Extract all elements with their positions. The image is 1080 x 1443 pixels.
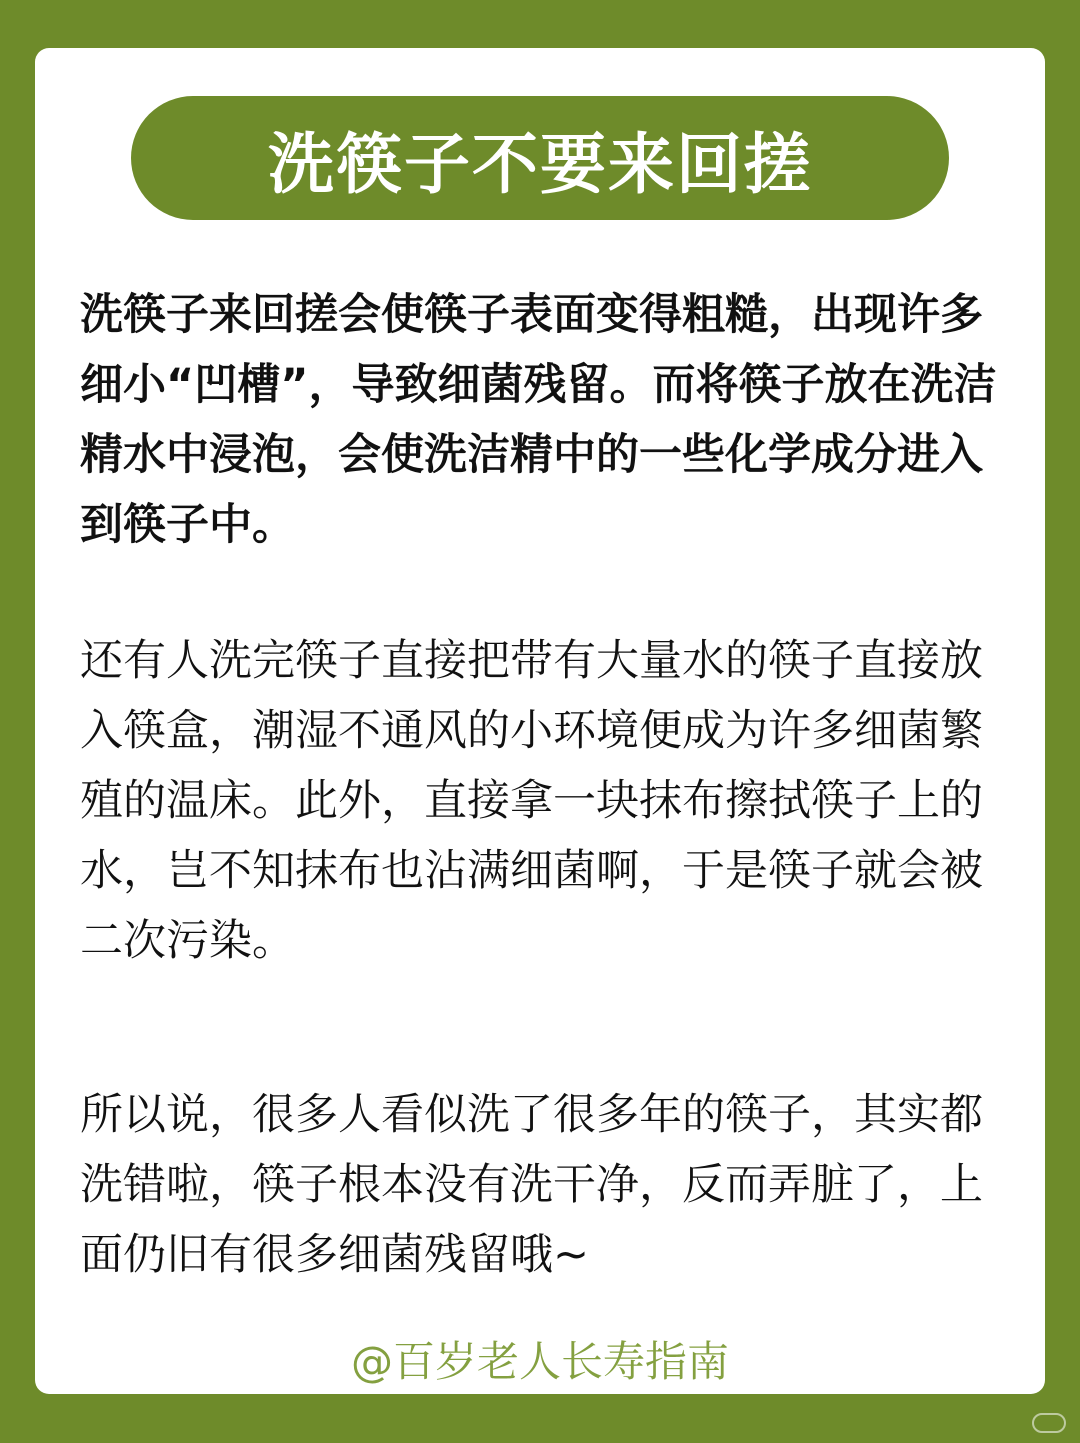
paragraph-intro: 洗筷子来回搓会使筷子表面变得粗糙，出现许多细小“凹槽”，导致细菌残留。而将筷子放在洗洁精水中浸泡，会使洗洁精中的一些化学成分进入到筷子中。 (80, 290, 997, 550)
page-title: 洗筷子不要来回搓 (268, 125, 812, 203)
content-card (35, 48, 1045, 1394)
author-signature: @百岁老人长寿指南 (350, 1337, 729, 1386)
watermark-icon (1032, 1413, 1066, 1433)
title-banner (131, 96, 949, 220)
paragraph-drying: 还有人洗完筷子直接把带有大量水的筷子直接放入筷盒，潮湿不通风的小环境便成为许多细菌繁殖的温床。此外，直接拿一块抹布擦拭筷子上的水，岂不知抹布也沾满细菌啊，于是筷子就会被二次污染。 (80, 636, 983, 966)
paragraph-conclusion: 所以说，很多人看似洗了很多年的筷子，其实都洗错啦，筷子根本没有洗干净，反而弄脏了，上面仍旧有很多细菌残留哦~ (80, 1090, 983, 1280)
